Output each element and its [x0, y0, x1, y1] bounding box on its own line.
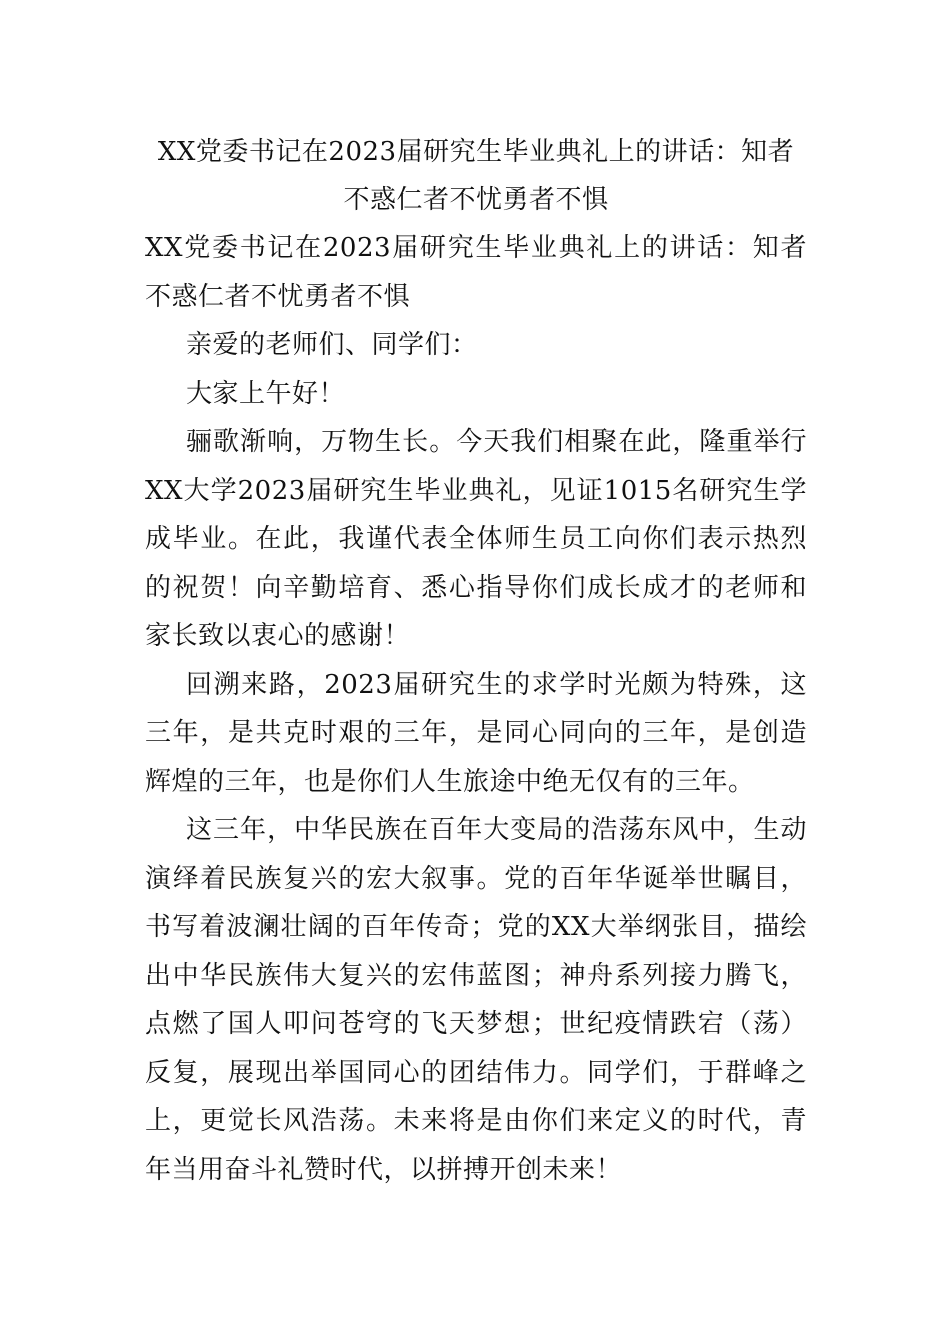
greeting: 大家上午好！: [186, 378, 346, 409]
body-paragraph-2: 回溯来路，2023届研究生的求学时光颇为特殊，这三年，是共克时艰的三年，是同心同向的三年，是创造辉煌的三年，也是你们人生旅途中绝无仅有的三年。: [145, 669, 807, 797]
document-title: XX党委书记在2023届研究生毕业典礼上的讲话：知者不惑仁者不忧勇者不惧: [157, 137, 795, 215]
document-heading-repeat: XX党委书记在2023届研究生毕业典礼上的讲话：知者不惑仁者不忧勇者不惧: [145, 233, 807, 312]
body-paragraph-3: 这三年，中华民族在百年大变局的浩荡东风中，生动演绎着民族复兴的宏大叙事。党的百年华诞举世瞩目，书写着波澜壮阔的百年传奇；党的XX大举纲张目，描绘出中华民族伟大复兴的宏伟蓝图；神舟系列接力腾飞，点燃了国人叩问苍穹的飞天梦想；世纪疫情跌宕（荡）反复，展现出举国同心的团结伟力。同学们，于群峰之上，更觉长风浩荡。未来将是由你们来定义的时代，青年当用奋斗礼赞时代，以拼搏开创未来！: [145, 815, 807, 1185]
body-paragraph-1: 骊歌渐响，万物生长。今天我们相聚在此，隆重举行XX大学2023届研究生毕业典礼，见证1015名研究生学成毕业。在此，我谨代表全体师生员工向你们表示热烈的祝贺！向辛勤培育、悉心指导你们成长成才的老师和家长致以衷心的感谢！: [145, 427, 807, 651]
salutation: 亲爱的老师们、同学们：: [186, 330, 478, 360]
document-page: [145, 128, 807, 1194]
